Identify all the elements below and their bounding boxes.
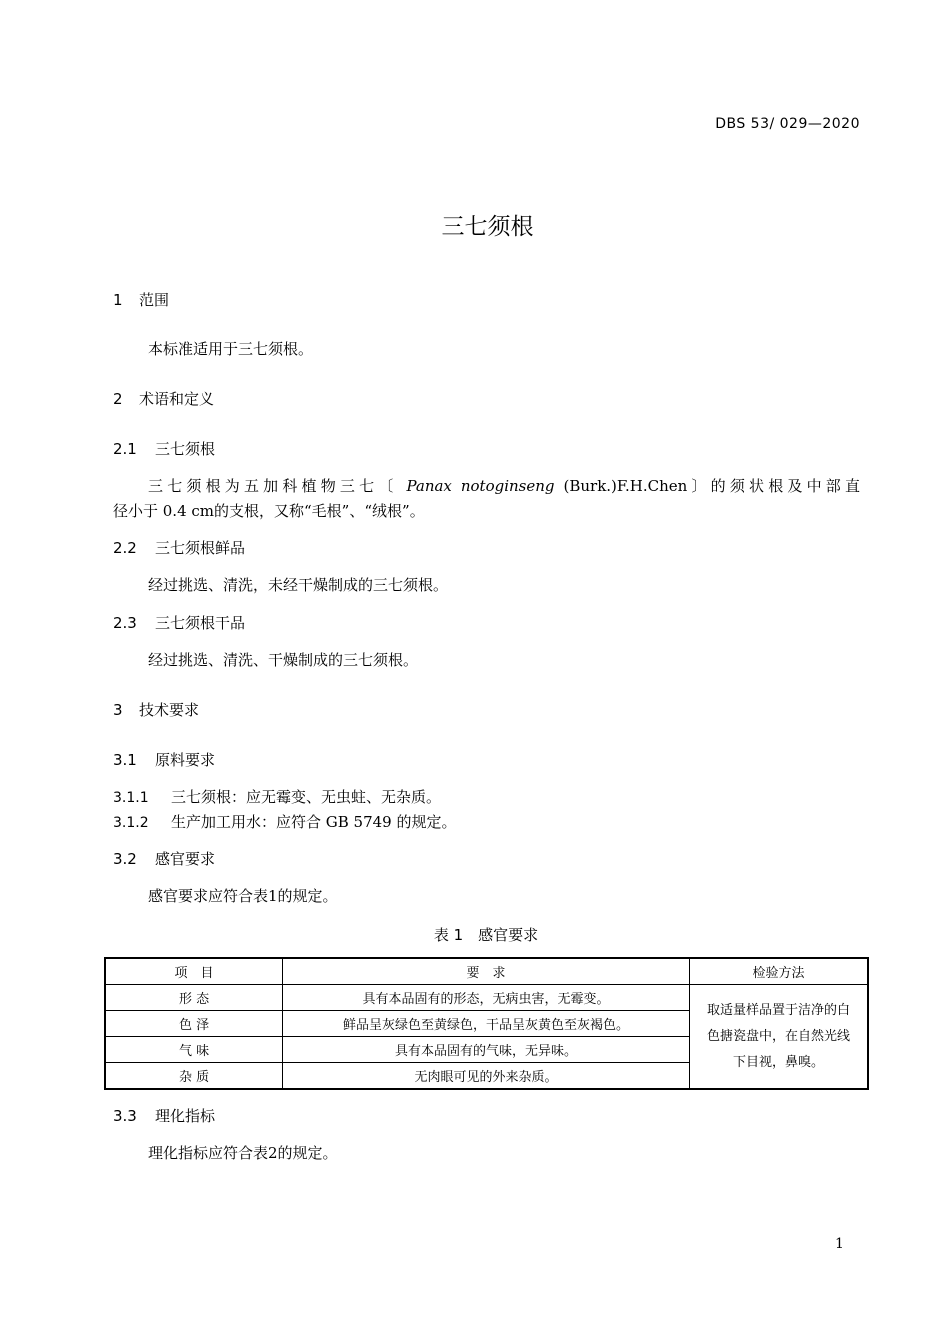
section-number: 3: [113, 701, 123, 719]
test-method-line: 色搪瓷盘中，在自然光线: [706, 1028, 850, 1044]
standard-number: DBS 53/ 029—2020: [715, 116, 860, 132]
section-title: 感官要求: [155, 850, 216, 868]
row-requirement: 鲜品呈灰绿色至黄绿色，干品呈灰黄色至灰褐色。: [283, 1011, 690, 1037]
test-method-cell: [689, 985, 868, 1090]
definition-2-1-line-2: 径小于 0.4 cm的支根，又称“毛根”、“绒根”。: [113, 502, 425, 520]
table-header-row: [105, 958, 868, 985]
row-item: 杂 质: [105, 1063, 283, 1090]
table-1-sensory-requirements: [104, 957, 869, 1090]
row-requirement: 具有本品固有的形态，无病虫害，无霉变。: [283, 985, 690, 1011]
section-1-heading: [113, 289, 169, 310]
table-row: [105, 985, 868, 1011]
clause-number: 3.1.1: [113, 790, 149, 806]
section-2-1-heading: [113, 438, 215, 459]
row-item: 色 泽: [105, 1011, 283, 1037]
clause-3-1-2: [113, 811, 457, 832]
section-2-heading: [113, 388, 214, 409]
section-3-3-text: 理化指标应符合表2的规定。: [148, 1144, 338, 1162]
test-method-line: 下目视，鼻嗅。: [732, 1054, 824, 1070]
section-3-2-heading: [113, 848, 215, 869]
section-title: 原料要求: [155, 751, 216, 769]
definition-2-2-text: 经过挑选、清洗，未经干燥制成的三七须根。: [148, 576, 449, 594]
row-item: 形 态: [105, 985, 283, 1011]
document-title: 三七须根: [441, 214, 534, 240]
section-number: 2.2: [113, 539, 137, 557]
section-number: 3.2: [113, 850, 137, 868]
row-requirement: 无肉眼可见的外来杂质。: [283, 1063, 690, 1090]
section-title: 三七须根鲜品: [155, 539, 246, 557]
test-method-line: 取适量样品置于洁净的白: [706, 1002, 850, 1018]
clause-text: 三七须根：应无霉变、无虫蛀、无杂质。: [171, 788, 442, 806]
section-title: 术语和定义: [139, 390, 215, 408]
header-item: 项 目: [105, 958, 283, 985]
section-3-2-text: 感官要求应符合表1的规定。: [148, 887, 338, 905]
section-number: 3.3: [113, 1107, 137, 1125]
definition-text: (Burk.)F.H.Chen〕的须状根及中部直: [563, 477, 860, 495]
section-number: 2: [113, 390, 123, 408]
header-requirement: 要 求: [283, 958, 690, 985]
section-number: 2.3: [113, 614, 137, 632]
latin-name: Panax notoginseng: [406, 477, 555, 495]
row-requirement: 具有本品固有的气味，无异味。: [283, 1037, 690, 1063]
clause-number: 3.1.2: [113, 815, 149, 831]
clause-3-1-1: [113, 786, 441, 807]
row-item: 气 味: [105, 1037, 283, 1063]
section-2-2-heading: [113, 537, 245, 558]
definition-2-3-text: 经过挑选、清洗、干燥制成的三七须根。: [148, 651, 419, 669]
section-title: 三七须根干品: [155, 614, 246, 632]
section-number: 2.1: [113, 440, 137, 458]
table-1-caption: 表 1 感官要求: [433, 926, 539, 944]
page-number: 1: [835, 1236, 844, 1252]
section-number: 3.1: [113, 751, 137, 769]
section-title: 理化指标: [155, 1107, 216, 1125]
section-number: 1: [113, 291, 123, 309]
section-3-heading: [113, 699, 199, 720]
section-title: 技术要求: [139, 701, 200, 719]
section-2-3-heading: [113, 612, 245, 633]
clause-text: 生产加工用水：应符合 GB 5749 的规定。: [171, 813, 457, 831]
header-test-method: 检验方法: [689, 958, 868, 985]
definition-text: 三七须根为五加科植物三七〔: [148, 477, 398, 495]
section-title: 三七须根: [155, 440, 216, 458]
section-1-text: 本标准适用于三七须根。: [148, 340, 314, 358]
section-3-3-heading: [113, 1105, 215, 1126]
definition-2-1-line-1: [148, 475, 860, 496]
section-title: 范围: [139, 291, 170, 309]
section-3-1-heading: [113, 749, 215, 770]
